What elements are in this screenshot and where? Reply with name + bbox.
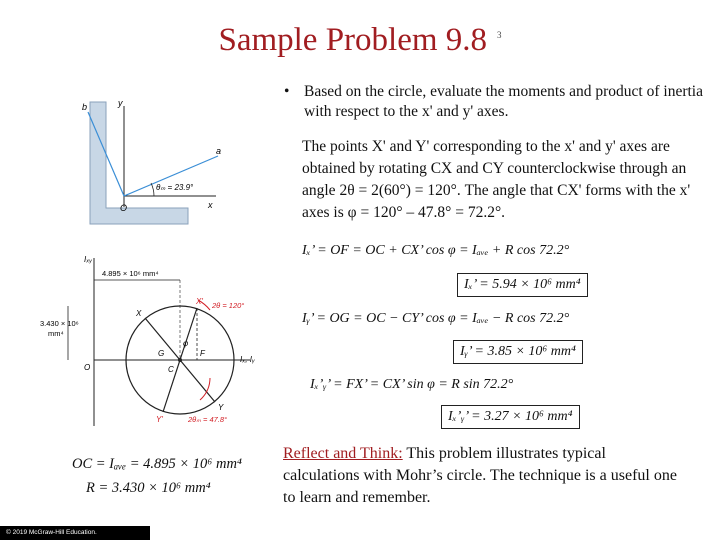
title-text: Sample Problem 9.8 <box>218 22 488 58</box>
label-x: x <box>208 200 213 210</box>
page-number: 3 <box>497 30 502 40</box>
label-f: F <box>200 349 205 358</box>
explanation-paragraph: The points X' and Y' corresponding to the x' and y' axes are obtained by rotating CX and CY counterclockwise through an angle 2θ = 2(60°) = 120°. The angle that CX' forms with the x' axes is φ = 120° – 47.8° = 72.2°. <box>302 138 691 221</box>
label-phi: φ <box>183 339 189 348</box>
value-top-label: 4.895 × 10⁶ mm⁴ <box>102 269 159 278</box>
equation-ixy-prime: Iₓ’ᵧ’ = FX’ = CX’ sin φ = R sin 72.2° <box>310 377 514 392</box>
equation-ix-prime: Iₓ’ = OF = OC + CX’ cos φ = Iₐᵥₑ + R cos 72.2° <box>302 243 570 258</box>
formula-oc: OC = Iₐᵥₑ = 4.895 × 10⁶ mm⁴ <box>72 456 242 472</box>
label-yp: Y' <box>156 415 163 424</box>
arc-2theta-m <box>200 378 210 400</box>
label-g: G <box>158 349 165 358</box>
reflect-section <box>283 443 683 509</box>
label-a: a <box>216 146 222 156</box>
equation-iy-prime: Iᵧ’ = OG = OC − CY’ cos φ = Iₐᵥₑ − R cos 72.2° <box>302 311 570 326</box>
value-left-1: 3.430 × 10⁶ <box>40 319 79 328</box>
angle-section-figure <box>70 92 250 240</box>
angle-section-shape <box>90 102 188 224</box>
angle-2theta-m-label: 2θₘ = 47.8° <box>188 415 228 424</box>
label-o: O <box>120 203 128 213</box>
label-c: C <box>168 365 174 374</box>
label-o-mohr: O <box>84 363 91 372</box>
label-y: y <box>118 98 123 108</box>
reflect-text: This problem illustrates typical calculations with Mohr’s circle. The technique is a useful one to learn and remember. <box>283 445 677 506</box>
bullet-dot: • <box>284 83 290 100</box>
label-y-mohr: Y <box>218 403 224 412</box>
reflect-lead: Reflect and Think: <box>283 445 403 462</box>
angle-label: θₘ = 23.9° <box>156 183 194 192</box>
label-b: b <box>82 102 88 112</box>
copyright-notice: © 2019 McGraw-Hill Education. <box>0 526 150 540</box>
result-ixy-prime: Iₓ’ᵧ’ = 3.27 × 10⁶ mm⁴ <box>441 405 580 429</box>
result-iy-prime: Iᵧ’ = 3.85 × 10⁶ mm⁴ <box>453 340 583 364</box>
formula-r: R = 3.430 × 10⁶ mm⁴ <box>86 480 211 496</box>
axis-ixy-label: Iₓᵧ <box>84 255 93 264</box>
mohr-circle-figure <box>40 250 280 430</box>
result-ix-prime: Iₓ’ = 5.94 × 10⁶ mm⁴ <box>457 273 588 297</box>
angle-2theta-label: 2θ = 120° <box>212 301 245 310</box>
angle-arc <box>151 183 154 196</box>
axis-ix-label: Iₓ, Iᵧ <box>240 355 255 364</box>
label-xp: X' <box>196 297 203 306</box>
label-x-mohr: X <box>136 309 142 318</box>
bullet-text: Based on the circle, evaluate the moments and product of inertia with respect to the x' and y' axes. <box>304 83 703 120</box>
page-title <box>0 22 720 59</box>
value-left-2: mm⁴ <box>48 329 64 338</box>
bullet-point <box>284 82 704 122</box>
point-c <box>178 358 182 362</box>
